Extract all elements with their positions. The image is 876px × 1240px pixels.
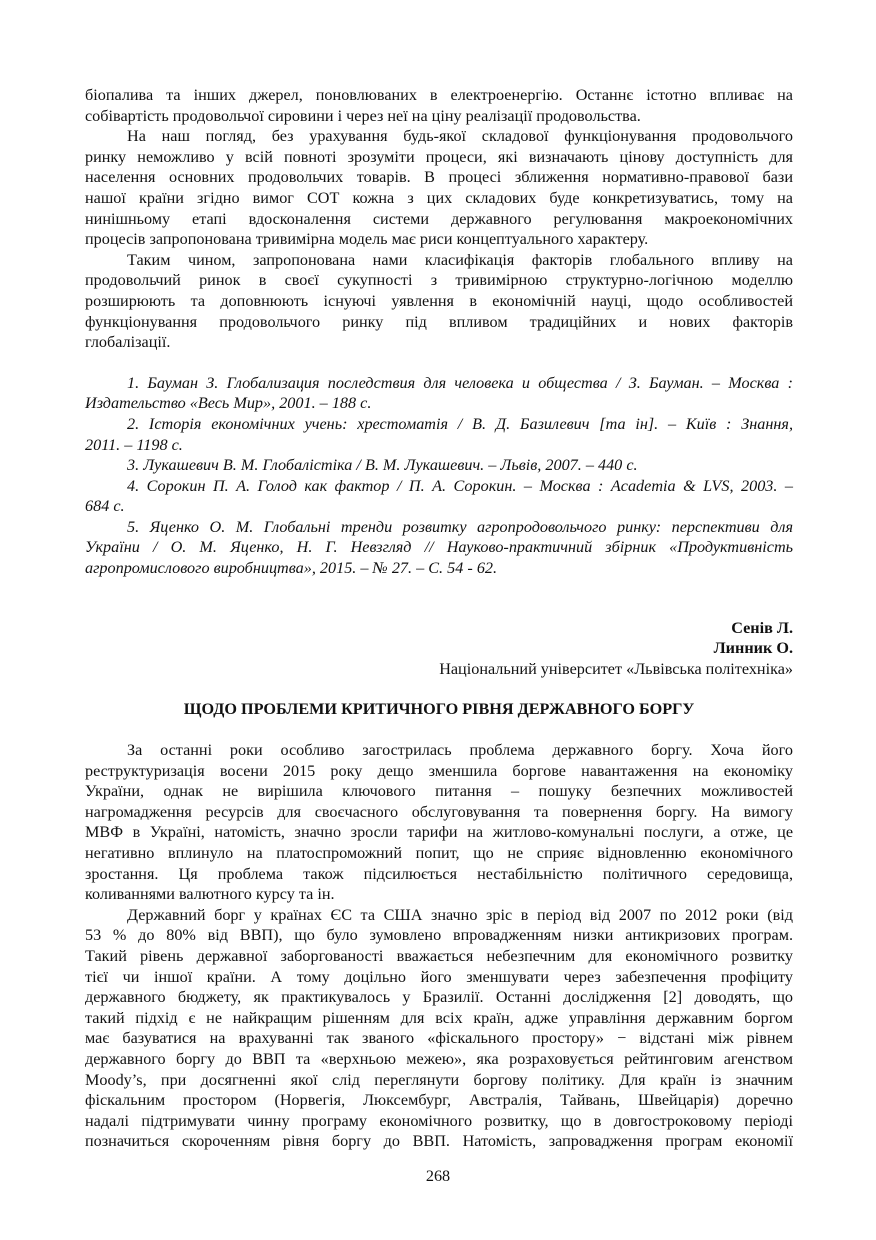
text-line: надалі підтримувати чинну програму економічного розвитку, що в довгостроковому періоді (85, 1111, 793, 1130)
paragraph (85, 85, 793, 126)
text-line: негативно вплинуло на платоспроможний попит, що не сприяє відновленню економічного (85, 844, 793, 862)
text-line: 684 с. (85, 497, 125, 516)
text-line: 3. Лукашевич В. М. Глобалістіка / В. М. Лукашевич. – Львів, 2007. – 440 с. (127, 456, 638, 475)
paragraph (85, 250, 793, 353)
text-line: реструктуризація восени 2015 року дещо зменшила боргове навантаження на економіку (85, 761, 793, 780)
text-line: нашої країни згідно вимог СОТ кожна з цих складових буде конкретизуватись, тому на (85, 188, 793, 207)
paragraph (85, 905, 793, 1152)
text-line: продовольчий ринок в своєї сукупності з тривимірною структурно-логічною моделлю (85, 271, 793, 290)
text-line: біопалива та інших джерел, поновлюваних в електроенергію. Останнє істотно впливає на (85, 86, 793, 104)
text-line: Таким чином, запропонована нами класифікація факторів глобального впливу на (127, 250, 793, 269)
text-line: 1. Бауман З. Глобализация последствия для человека и общества / З. Бауман. – Москва : (127, 373, 793, 392)
references-list (85, 373, 793, 579)
article-body (85, 740, 793, 1152)
text-line: нагромадження ресурсів для своєчасного обслуговування та повернення боргу. На вимогу (85, 802, 793, 821)
text-line: Moody’s, при досягненні якої слід переглянути боргову політику. Для країн із значним (85, 1070, 793, 1089)
text-line: 53 % до 80% від ВВП), що було зумовлено впровадженням низки антикризових програм. (85, 926, 793, 945)
text-line: 4. Сорокин П. А. Голод как фактор / П. А. Сорокин. – Москва : Academia & LVS, 2003. – (127, 476, 793, 495)
reference-item (85, 373, 793, 414)
text-line: державного бюджету, як практикувалось у Бразилії. Останні дослідження [2] доводять, що (85, 988, 793, 1007)
author-name: Линник О. (713, 639, 793, 658)
text-line: України / О. М. Яценко, Н. Г. Невзгляд // Науково-практичний збірник «Продуктивність (85, 538, 793, 557)
text-line: За останні роки особливо загострилась проблема державного боргу. Хоча його (127, 741, 793, 760)
text-line: На наш погляд, без урахування будь-якої складової функціонування продовольчого (127, 127, 793, 146)
text-line: фіскальним простором (Норвегія, Люксембург, Австралія, Тайвань, Швейцарія) доречно (85, 1091, 793, 1110)
text-line: коливаннями валютного курсу та ін. (85, 885, 335, 904)
text-line: державного боргу до ВВП та «верхньою межею», яка розраховується рейтинговим агенством (85, 1049, 793, 1068)
text-line: позначиться скороченням рівня боргу до ВВП. Натомість, запровадження програм економії (85, 1132, 793, 1151)
text-line: 2. Історія економічних учень: хрестоматія / В. Д. Базилевич [та ін]. – Київ : Знання, (127, 414, 793, 433)
text-line: Издательство «Весь Мир», 2001. – 188 с. (85, 394, 372, 413)
article-header (85, 618, 793, 740)
text-line: 2011. – 1198 с. (85, 435, 183, 454)
text-line: МВФ в Україні, натомість, значно зросли тарифи на житлово-комунальні послуги, а отже, це (85, 823, 793, 842)
paragraph (85, 740, 793, 905)
article-title: ЩОДО ПРОБЛЕМИ КРИТИЧНОГО РІВНЯ ДЕРЖАВНОГО БОРГУ (183, 700, 695, 719)
reference-item (85, 414, 793, 455)
text-line: Такий рівень державної заборгованості вважається небезпечним для економічного розвитку (85, 946, 793, 965)
text-line: такий підхід є не найкращим рішенням для всіх країн, адже управління державним боргом (85, 1008, 793, 1027)
text-line: України, однак не вирішила ключового питання – пошуку безпечних можливостей (85, 782, 793, 801)
text-line: має базуватися на врахуванні так званого «фіскального простору» − відстані між рівнем (85, 1029, 793, 1048)
text-line: агропромислового виробництва», 2015. – № 27. – С. 54 - 62. (85, 559, 498, 578)
text-line: нинішньому етапі вдосконалення системи державного регулювання макроекономічних (85, 209, 793, 228)
reference-item (85, 517, 793, 579)
text-line: процесів запропонована тривимірна модель має риси концептуального характеру. (85, 230, 649, 249)
text-line: зростання. Ця проблема також підсилюється нестабільністю політичного середовища, (85, 864, 793, 883)
text-line: собівартість продовольчої сировини і через неї на ціну реалізації продовольства. (85, 106, 641, 125)
text-line: тієї чи іншої країни. А тому доцільно його зменшувати через забезпечення профіциту (85, 967, 793, 986)
author-affiliation: Національний університет «Львівська політехніка» (439, 659, 793, 678)
page-content (85, 85, 793, 1152)
reference-item (85, 455, 793, 476)
author-name: Сенів Л. (731, 618, 793, 637)
text-line: населення основних продовольчих товарів. В процесі зближення нормативно-правової бази (85, 168, 793, 187)
text-line: розширюють та доповнюють існуючі уявлення в економічній науці, щодо особливостей (85, 291, 793, 310)
page-number: 268 (425, 1167, 451, 1185)
reference-item (85, 476, 793, 517)
text-line: ринку неможливо у всій повноті зрозуміти процеси, які визначають цінову доступність для (85, 147, 793, 166)
text-line: Державний борг у країнах ЄС та США значно зріс в період від 2007 по 2012 роки (від (127, 905, 793, 924)
text-line: глобалізації. (85, 333, 171, 352)
text-line: функціонування продовольчого ринку під впливом традиційних и нових факторів (85, 312, 793, 331)
paragraph (85, 126, 793, 250)
text-line: 5. Яценко О. М. Глобальні тренди розвитку агропродовольчого ринку: перспективи для (127, 517, 793, 536)
